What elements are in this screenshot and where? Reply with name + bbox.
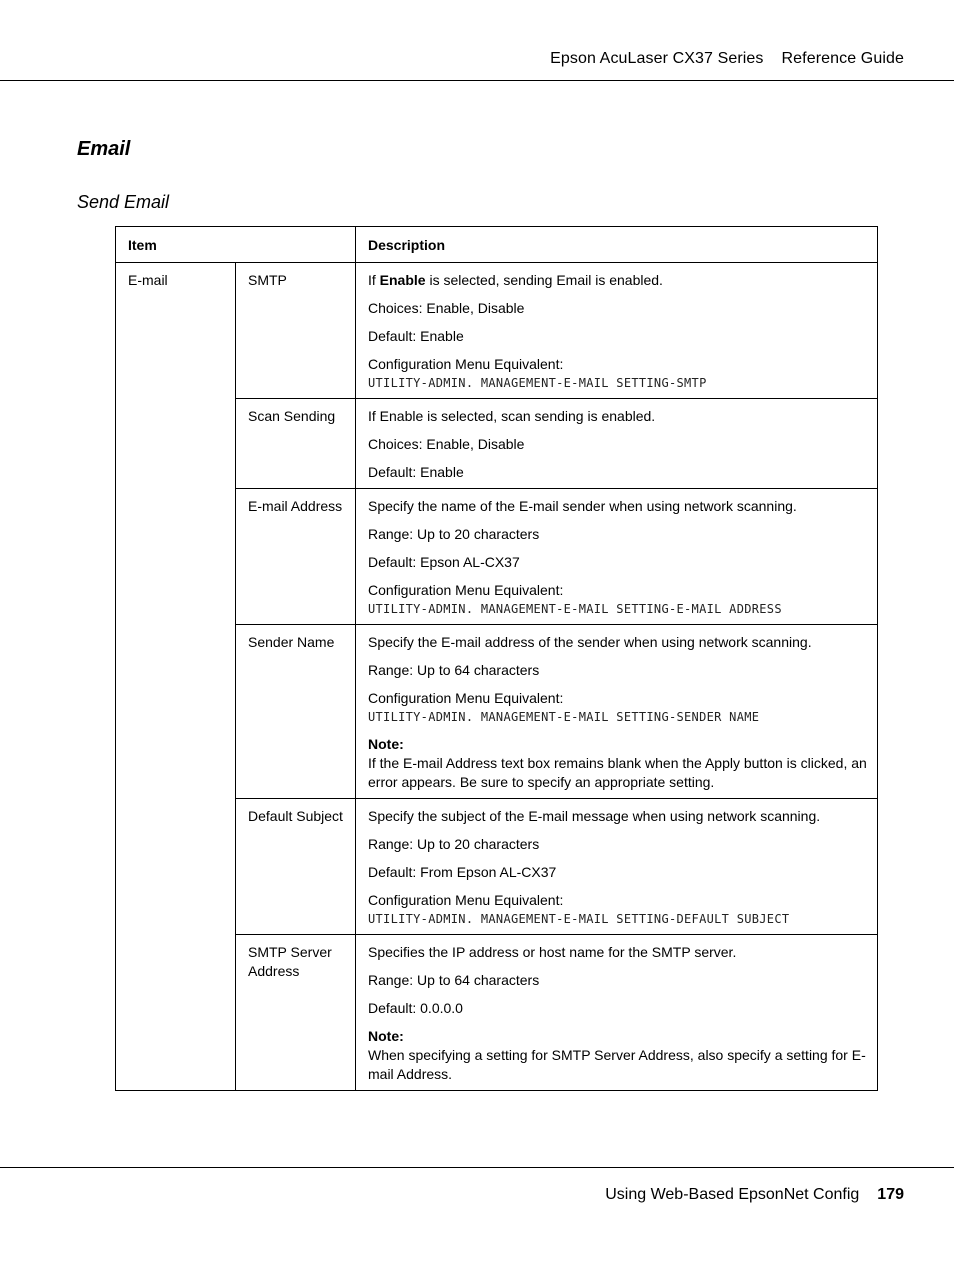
send-email-table: [115, 226, 878, 1091]
header-rule: [0, 80, 954, 81]
item-cell: Scan Sending: [236, 399, 356, 489]
footer-chapter: Using Web-Based EpsonNet Config: [605, 1186, 860, 1203]
header-guide: Reference Guide: [781, 50, 904, 67]
item-cell: E-mail Address: [236, 489, 356, 625]
range-text: Range: Up to 64 characters: [368, 972, 540, 988]
default-text: Default: From Epson AL-CX37: [368, 864, 557, 880]
col-item-header: Item: [116, 227, 356, 263]
note-label: Note:: [368, 736, 404, 752]
intro-text: If Enable is selected, scan sending is enabled.: [368, 408, 656, 424]
description-cell: [356, 935, 878, 1091]
config-block: Configuration Menu Equivalent: UTILITY-ADMIN. MANAGEMENT-E-MAIL SETTING-SMTP: [368, 355, 869, 392]
subsection-title: Send Email: [77, 192, 170, 212]
config-block: Configuration Menu Equivalent: UTILITY-ADMIN. MANAGEMENT-E-MAIL SETTING-DEFAULT SUBJECT: [368, 891, 869, 928]
intro-text: Specifies the IP address or host name for the SMTP server.: [368, 944, 737, 960]
item-cell: Default Subject: [236, 799, 356, 935]
table-header-row: [116, 227, 878, 263]
running-header: [550, 50, 904, 68]
config-path: UTILITY-ADMIN. MANAGEMENT-E-MAIL SETTING-SMTP: [368, 376, 707, 390]
default-text: Default: Enable: [368, 328, 464, 344]
footer-rule: [0, 1167, 954, 1168]
note-text: When specifying a setting for SMTP Server Address, also specify a setting for E-mail Address.: [368, 1047, 866, 1082]
note-label: Note:: [368, 1028, 404, 1044]
range-text: Range: Up to 64 characters: [368, 662, 540, 678]
range-text: Range: Up to 20 characters: [368, 836, 540, 852]
default-text: Default: Enable: [368, 464, 464, 480]
config-path: UTILITY-ADMIN. MANAGEMENT-E-MAIL SETTING-SENDER NAME: [368, 710, 760, 724]
config-path: UTILITY-ADMIN. MANAGEMENT-E-MAIL SETTING-DEFAULT SUBJECT: [368, 912, 790, 926]
config-path: UTILITY-ADMIN. MANAGEMENT-E-MAIL SETTING-E-MAIL ADDRESS: [368, 602, 782, 616]
description-cell: [356, 399, 878, 489]
description-cell: [356, 263, 878, 399]
config-block: Configuration Menu Equivalent: UTILITY-ADMIN. MANAGEMENT-E-MAIL SETTING-E-MAIL ADDRESS: [368, 581, 869, 618]
choices-text: Choices: Enable, Disable: [368, 436, 525, 452]
col-description-header: Description: [356, 227, 878, 263]
item-cell: Sender Name: [236, 625, 356, 799]
running-footer: [605, 1186, 904, 1204]
note-block: [368, 735, 869, 792]
range-text: Range: Up to 20 characters: [368, 526, 540, 542]
table-row: [116, 263, 878, 399]
note-block: [368, 1027, 869, 1084]
intro-text: Specify the subject of the E-mail message when using network scanning.: [368, 808, 821, 824]
choices-text: Choices: Enable, Disable: [368, 300, 525, 316]
section-title: Email: [77, 138, 131, 160]
intro-text: Specify the name of the E-mail sender when using network scanning.: [368, 498, 797, 514]
intro-text: Specify the E-mail address of the sender when using network scanning.: [368, 634, 812, 650]
config-block: Configuration Menu Equivalent: UTILITY-ADMIN. MANAGEMENT-E-MAIL SETTING-SENDER NAME: [368, 689, 869, 726]
item-cell: SMTP: [236, 263, 356, 399]
header-product: Epson AcuLaser CX37 Series: [550, 50, 764, 67]
description-cell: [356, 489, 878, 625]
page-number: 179: [877, 1186, 904, 1203]
item-cell: SMTP Server Address: [236, 935, 356, 1091]
intro-text: If Enable is selected, sending Email is enabled.: [368, 272, 663, 288]
group-cell: E-mail: [116, 263, 236, 1091]
default-text: Default: 0.0.0.0: [368, 1000, 463, 1016]
note-text: If the E-mail Address text box remains blank when the Apply button is clicked, an error appears. Be sure to specify an appropriate setting.: [368, 755, 867, 790]
default-text: Default: Epson AL-CX37: [368, 554, 520, 570]
description-cell: [356, 799, 878, 935]
description-cell: [356, 625, 878, 799]
